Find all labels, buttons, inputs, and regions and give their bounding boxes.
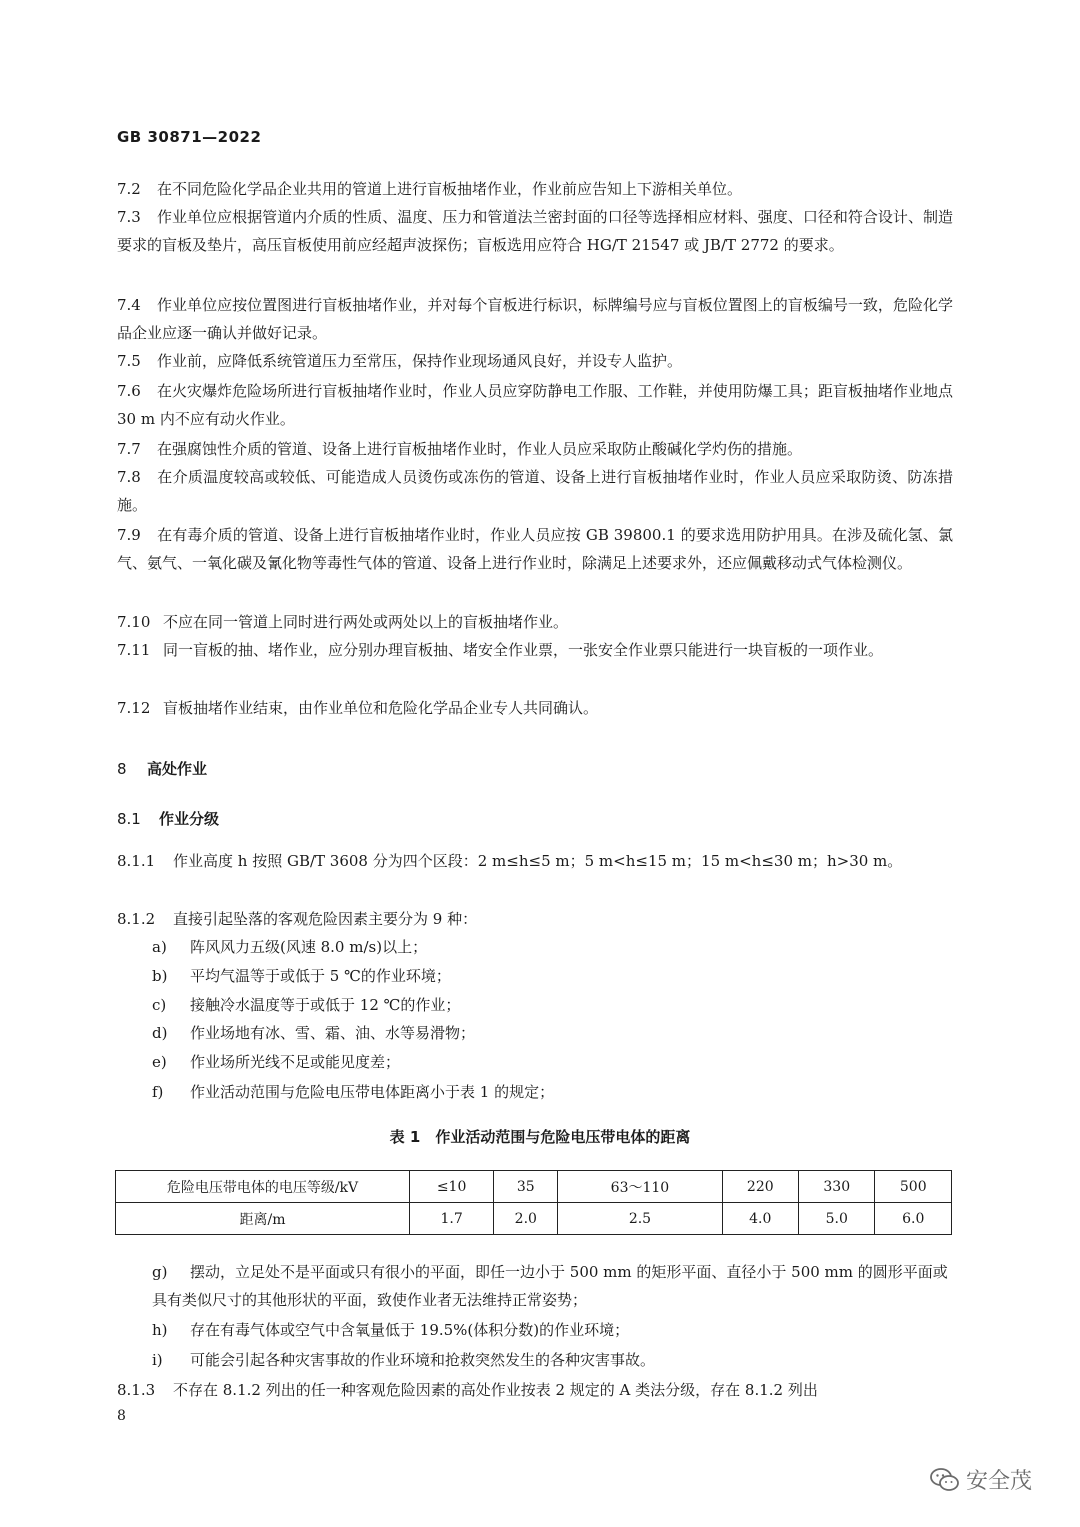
clause-8-1-1	[117, 847, 953, 875]
clause-number: 7.6	[117, 382, 141, 400]
clause-text: 作业高度 h 按照 GB/T 3608 分为四个区段：2 m≤h≤5 m；5 m<h≤15 m；15 m<h≤30 m；h>30 m。	[173, 852, 903, 870]
table-cell: 63～110	[558, 1171, 722, 1203]
list-item	[152, 962, 952, 990]
section-number: 8	[117, 760, 127, 778]
clause-text: 同一盲板的抽、堵作业，应分别办理盲板抽、堵安全作业票，一张安全作业票只能进行一块盲板的一项作业。	[163, 641, 884, 659]
watermark-text: 安全茂	[966, 1469, 1033, 1494]
table-cell: 35	[494, 1171, 558, 1203]
table-cell: 2.5	[558, 1203, 722, 1235]
clause-text: 作业单位应按位置图进行盲板抽堵作业，并对每个盲板进行标识，标牌编号应与盲板位置图上的盲板编号一致，危险化学品企业应逐一确认并做好记录。	[117, 296, 953, 342]
list-marker: a)	[152, 938, 167, 956]
section-title: 高处作业	[147, 760, 208, 778]
clause-number: 8.1.3	[117, 1381, 156, 1399]
document-code: GB 30871—2022	[117, 128, 262, 146]
clause-text: 在介质温度较高或较低、可能造成人员烫伤或冻伤的管道、设备上进行盲板抽堵作业时，作业人员应采取防烫、防冻措施。	[117, 468, 953, 514]
clause-7-6	[117, 377, 953, 433]
clause-text: 在强腐蚀性介质的管道、设备上进行盲板抽堵作业时，作业人员应采取防止酸碱化学灼伤的措施。	[157, 440, 803, 458]
clause-7-4	[117, 291, 953, 347]
clause-7-8	[117, 463, 953, 519]
clause-7-10	[117, 608, 953, 636]
clause-7-7	[117, 435, 953, 463]
clause-number: 7.5	[117, 352, 141, 370]
clause-7-3	[117, 203, 953, 259]
clause-7-2	[117, 175, 953, 203]
clause-text: 作业单位应根据管道内介质的性质、温度、压力和管道法兰密封面的口径等选择相应材料、强度、口径和符合设计、制造要求的盲板及垫片，高压盲板使用前应经超声波探伤；盲板选用应符合 HG/T 21547 或 JB/T 2772 的要求。	[117, 208, 953, 254]
table-cell: 220	[722, 1171, 798, 1203]
table-cell: 4.0	[722, 1203, 798, 1235]
clause-text: 在不同危险化学品企业共用的管道上进行盲板抽堵作业，作业前应告知上下游相关单位。	[157, 180, 743, 198]
list-marker: h)	[152, 1321, 168, 1339]
list-marker: d)	[152, 1024, 168, 1042]
clause-number: 7.4	[117, 296, 141, 314]
clause-number: 7.7	[117, 440, 141, 458]
clause-number: 7.11	[117, 641, 151, 659]
clause-text: 不存在 8.1.2 列出的任一种客观危险因素的高处作业按表 2 规定的 A 类法分级，存在 8.1.2 列出	[173, 1381, 818, 1399]
table-cell: 5.0	[799, 1203, 875, 1235]
clause-text: 盲板抽堵作业结束，由作业单位和危险化学品企业专人共同确认。	[163, 699, 599, 717]
clause-number: 7.3	[117, 208, 141, 226]
table-row	[116, 1171, 952, 1203]
list-text: 阵风风力五级(风速 8.0 m/s)以上；	[190, 938, 428, 956]
list-item	[152, 1258, 952, 1314]
clause-number: 7.10	[117, 613, 151, 631]
section-title: 作业分级	[159, 810, 220, 828]
list-item	[152, 1048, 952, 1076]
wechat-icon	[930, 1467, 960, 1493]
clause-7-5	[117, 347, 953, 375]
table-title: 表 1 作业活动范围与危险电压带电体的距离	[389, 1128, 691, 1146]
table-cell: 330	[799, 1171, 875, 1203]
table-cell: 2.0	[494, 1203, 558, 1235]
section-8-heading	[117, 758, 207, 779]
list-marker: b)	[152, 967, 168, 985]
list-marker: i)	[152, 1351, 163, 1369]
table-row	[116, 1203, 952, 1235]
list-text: 接触冷水温度等于或低于 12 ℃的作业；	[190, 996, 461, 1014]
list-item	[152, 1316, 952, 1344]
table-cell: 1.7	[410, 1203, 494, 1235]
clause-number: 7.8	[117, 468, 141, 486]
clause-number: 7.9	[117, 526, 141, 544]
list-item	[152, 1346, 952, 1374]
clause-text: 在有毒介质的管道、设备上进行盲板抽堵作业时，作业人员应按 GB 39800.1 的要求选用防护用具。在涉及硫化氢、氯气、氨气、一氧化碳及氰化物等毒性气体的管道、设备上进行作业时，除满足上述要求外，还应佩戴移动式气体检测仪。	[117, 526, 953, 572]
page-number: 8	[117, 1408, 126, 1424]
list-item	[152, 1078, 952, 1106]
list-text: 存在有毒气体或空气中含氧量低于 19.5%(体积分数)的作业环境；	[190, 1321, 630, 1339]
clause-7-12	[117, 694, 953, 722]
list-item	[152, 933, 952, 961]
clause-number: 8.1.2	[117, 910, 156, 928]
section-number: 8.1	[117, 810, 141, 828]
clause-number: 7.12	[117, 699, 151, 717]
list-text: 作业场所光线不足或能见度差；	[190, 1053, 401, 1071]
clause-8-1-2	[117, 905, 953, 933]
list-text: 作业场地有冰、雪、霜、油、水等易滑物；	[190, 1024, 476, 1042]
list-text: 摆动，立足处不是平面或只有很小的平面，即任一边小于 500 mm 的矩形平面、直径小于 500 mm 的圆形平面或具有类似尺寸的其他形状的平面，致使作业者无法维持正常姿势；	[152, 1263, 948, 1309]
list-text: 平均气温等于或低于 5 ℃的作业环境；	[190, 967, 451, 985]
list-item	[152, 991, 952, 1019]
list-marker: g)	[152, 1263, 168, 1281]
table-cell: 500	[875, 1171, 952, 1203]
watermark	[930, 1464, 1032, 1495]
clause-8-1-3	[117, 1376, 953, 1404]
clause-text: 直接引起坠落的客观危险因素主要分为 9 种：	[173, 910, 478, 928]
table-cell: ≤10	[410, 1171, 494, 1203]
list-marker: c)	[152, 996, 167, 1014]
section-8-1-heading	[117, 808, 219, 829]
list-text: 作业活动范围与危险电压带电体距离小于表 1 的规定；	[190, 1083, 555, 1101]
clause-number: 7.2	[117, 180, 141, 198]
row-header: 危险电压带电体的电压等级/kV	[116, 1171, 410, 1203]
list-marker: f)	[152, 1083, 164, 1101]
clause-text: 在火灾爆炸危险场所进行盲板抽堵作业时，作业人员应穿防静电工作服、工作鞋，并使用防爆工具；距盲板抽堵作业地点 30 m 内不应有动火作业。	[117, 382, 953, 428]
clause-number: 8.1.1	[117, 852, 156, 870]
list-item	[152, 1019, 952, 1047]
clause-text: 作业前，应降低系统管道压力至常压，保持作业现场通风良好，并设专人监护。	[157, 352, 683, 370]
distance-table	[115, 1170, 952, 1235]
list-marker: e)	[152, 1053, 167, 1071]
clause-text: 不应在同一管道上同时进行两处或两处以上的盲板抽堵作业。	[163, 613, 569, 631]
table-cell: 6.0	[875, 1203, 952, 1235]
clause-7-9	[117, 521, 953, 577]
clause-7-11	[117, 636, 953, 664]
list-text: 可能会引起各种灾害事故的作业环境和抢救突然发生的各种灾害事故。	[190, 1351, 656, 1369]
row-header: 距离/m	[116, 1203, 410, 1235]
